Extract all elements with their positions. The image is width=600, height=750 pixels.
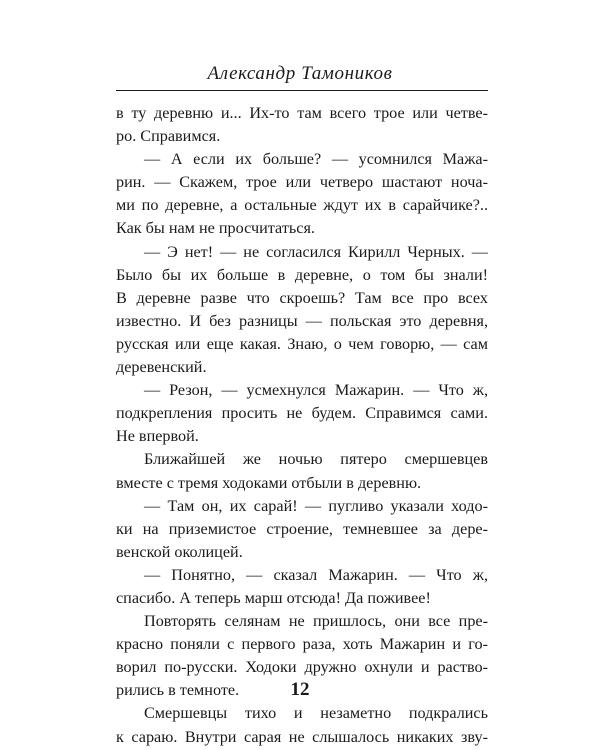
header-rule: [116, 90, 488, 91]
page-number: 12: [290, 679, 310, 700]
text-line: Было бы их больше в деревне, о том бы знали!: [116, 265, 488, 284]
paragraph: [116, 495, 488, 564]
text-line: спасибо. А теперь марш отсюда! Да поживее!: [116, 588, 431, 607]
text-line: ми по деревне, а остальные ждут их в сарайчике?..: [116, 196, 488, 215]
paragraph: [116, 102, 488, 148]
text-line: — Там он, их сарай! — пугливо указали ходо-: [144, 496, 488, 515]
text-line: венской околицей.: [116, 542, 243, 561]
text-line: — Резон, — усмехнулся Мажарин. — Что ж,: [144, 381, 488, 400]
paragraph: [116, 241, 488, 380]
text-line: рин. — Скажем, трое или четверо шастают ноча-: [116, 173, 488, 192]
text-line: — Понятно, — сказал Мажарин. — Что ж,: [144, 565, 488, 584]
text-line: Не впервой.: [116, 427, 199, 446]
text-line: русская или еще какая. Знаю, о чем говорю, — сам: [116, 334, 488, 353]
paragraph: [116, 379, 488, 448]
running-head-author: Александр Тамоников: [207, 63, 393, 84]
paragraph: [116, 148, 488, 240]
text-line: красно поняли с первого раза, хоть Мажарин и го-: [116, 635, 488, 654]
text-line: В деревне разве что скроешь? Там все про всех: [116, 288, 488, 307]
text-line: деревенский.: [116, 358, 207, 377]
text-line: ро. Справимся.: [116, 127, 221, 146]
text-line: в ту деревню и... Их-то там всего трое или четве-: [116, 104, 488, 122]
paragraph: [116, 564, 488, 610]
text-line: вместе с тремя ходоками отбыли в деревню.: [116, 473, 422, 492]
text-line: к сараю. Внутри сарая не слышалось никаких зву-: [116, 727, 488, 746]
text-line: ки на приземистое строение, темневшее за дере-: [116, 519, 488, 538]
paragraph: [116, 702, 488, 748]
text-line: Ближайшей же ночью пятеро смершевцев: [144, 450, 488, 469]
body-text: [116, 102, 488, 749]
text-line: Смершевцы тихо и незаметно подкрались: [144, 704, 488, 723]
text-line: подкрепления просить не будем. Справимся сами.: [116, 404, 488, 423]
text-line: — Э нет! — не согласился Кирилл Черных. —: [144, 242, 488, 261]
text-line: Как бы нам не просчитаться.: [116, 219, 315, 238]
paragraph: [116, 448, 488, 494]
text-line: — А если их больше? — усомнился Мажа-: [144, 150, 488, 169]
text-line: Повторять селянам не пришлось, они все пре-: [144, 612, 488, 631]
text-line: ворил по-русски. Ходоки дружно охнули и раство-: [116, 658, 488, 677]
text-line: известно. И без разницы — польская это деревня,: [116, 311, 488, 330]
text-line: рились в темноте.: [116, 681, 240, 700]
